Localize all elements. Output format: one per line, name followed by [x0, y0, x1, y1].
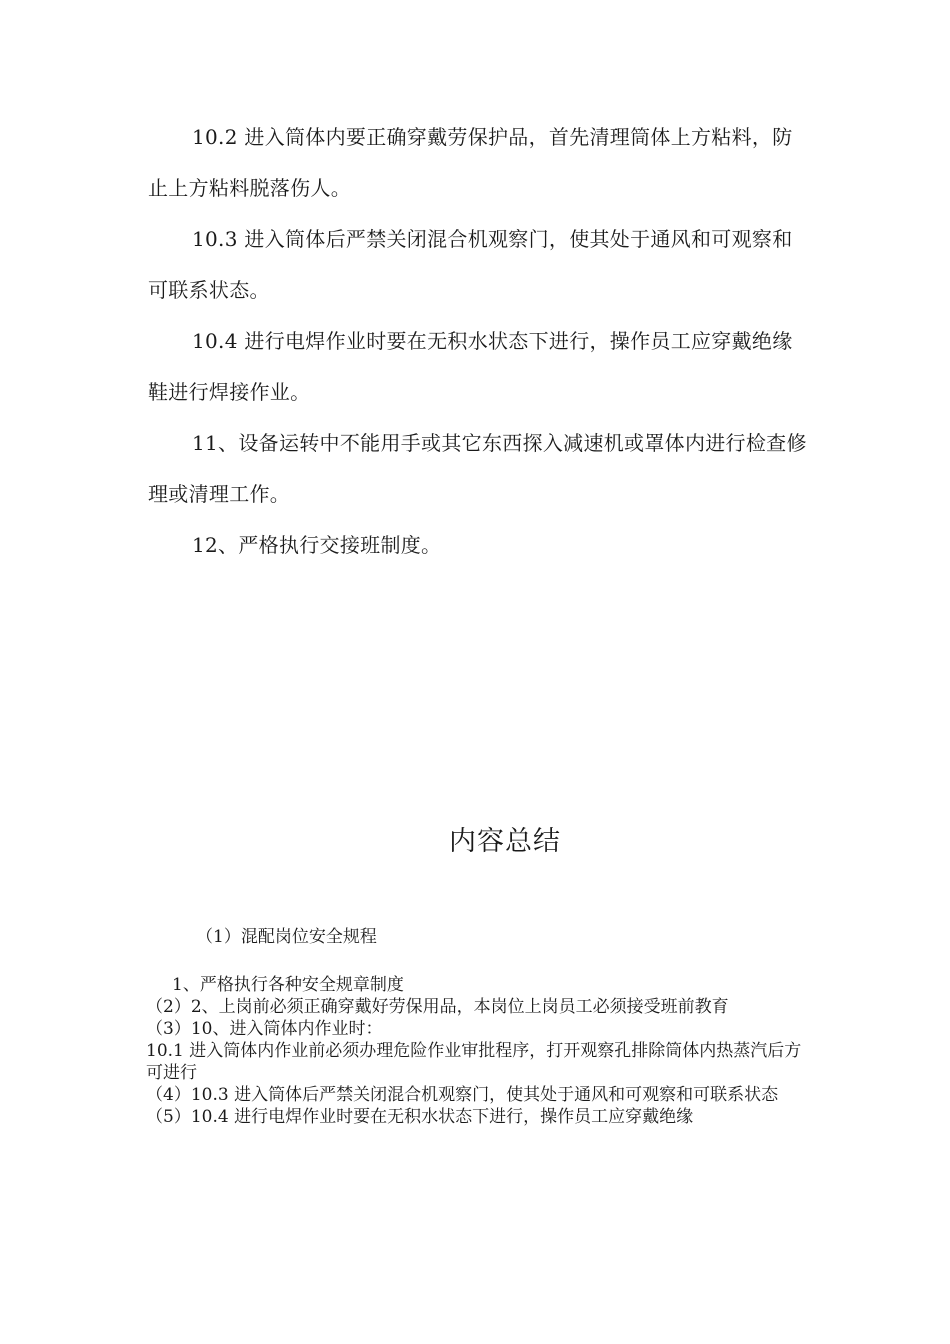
paragraph-10-3: 10.3 进入筒体后严禁关闭混合机观察门，使其处于通风和可观察和可联系状态。: [148, 227, 793, 302]
summary-item-1-heading: （1）混配岗位安全规程: [196, 927, 377, 947]
summary-line: （3）10、进入筒体内作业时：: [146, 1019, 383, 1039]
paragraph-12: 12、严格执行交接班制度。: [192, 533, 442, 557]
paragraph-10-2: 10.2 进入筒体内要正确穿戴劳保护品，首先清理筒体上方粘料，防止上方粘料脱落伤人。: [148, 125, 793, 200]
summary-line: （5）10.4 进行电焊作业时要在无积水状态下进行，操作员工应穿戴绝缘: [146, 1107, 694, 1127]
summary-item-1-text: 1、严格执行各种安全规章制度: [172, 975, 404, 995]
summary-line: 10.1 进入筒体内作业前必须办理危险作业审批程序，打开观察孔排除筒体内热蒸汽后方可进行: [146, 1041, 802, 1083]
summary-section: [146, 926, 806, 1128]
paragraph-11: 11、设备运转中不能用手或其它东西探入减速机或罩体内进行检查修理或清理工作。: [148, 431, 807, 506]
summary-line: （2）2、上岗前必须正确穿戴好劳保用品，本岗位上岗员工必须接受班前教育: [146, 997, 729, 1017]
paragraph-10-4: 10.4 进行电焊作业时要在无积水状态下进行，操作员工应穿戴绝缘鞋进行焊接作业。: [148, 329, 793, 404]
summary-line: （4）10.3 进入筒体后严禁关闭混合机观察门，使其处于通风和可观察和可联系状态: [146, 1085, 779, 1105]
body-text: [148, 112, 808, 571]
summary-title: 内容总结: [449, 826, 561, 857]
